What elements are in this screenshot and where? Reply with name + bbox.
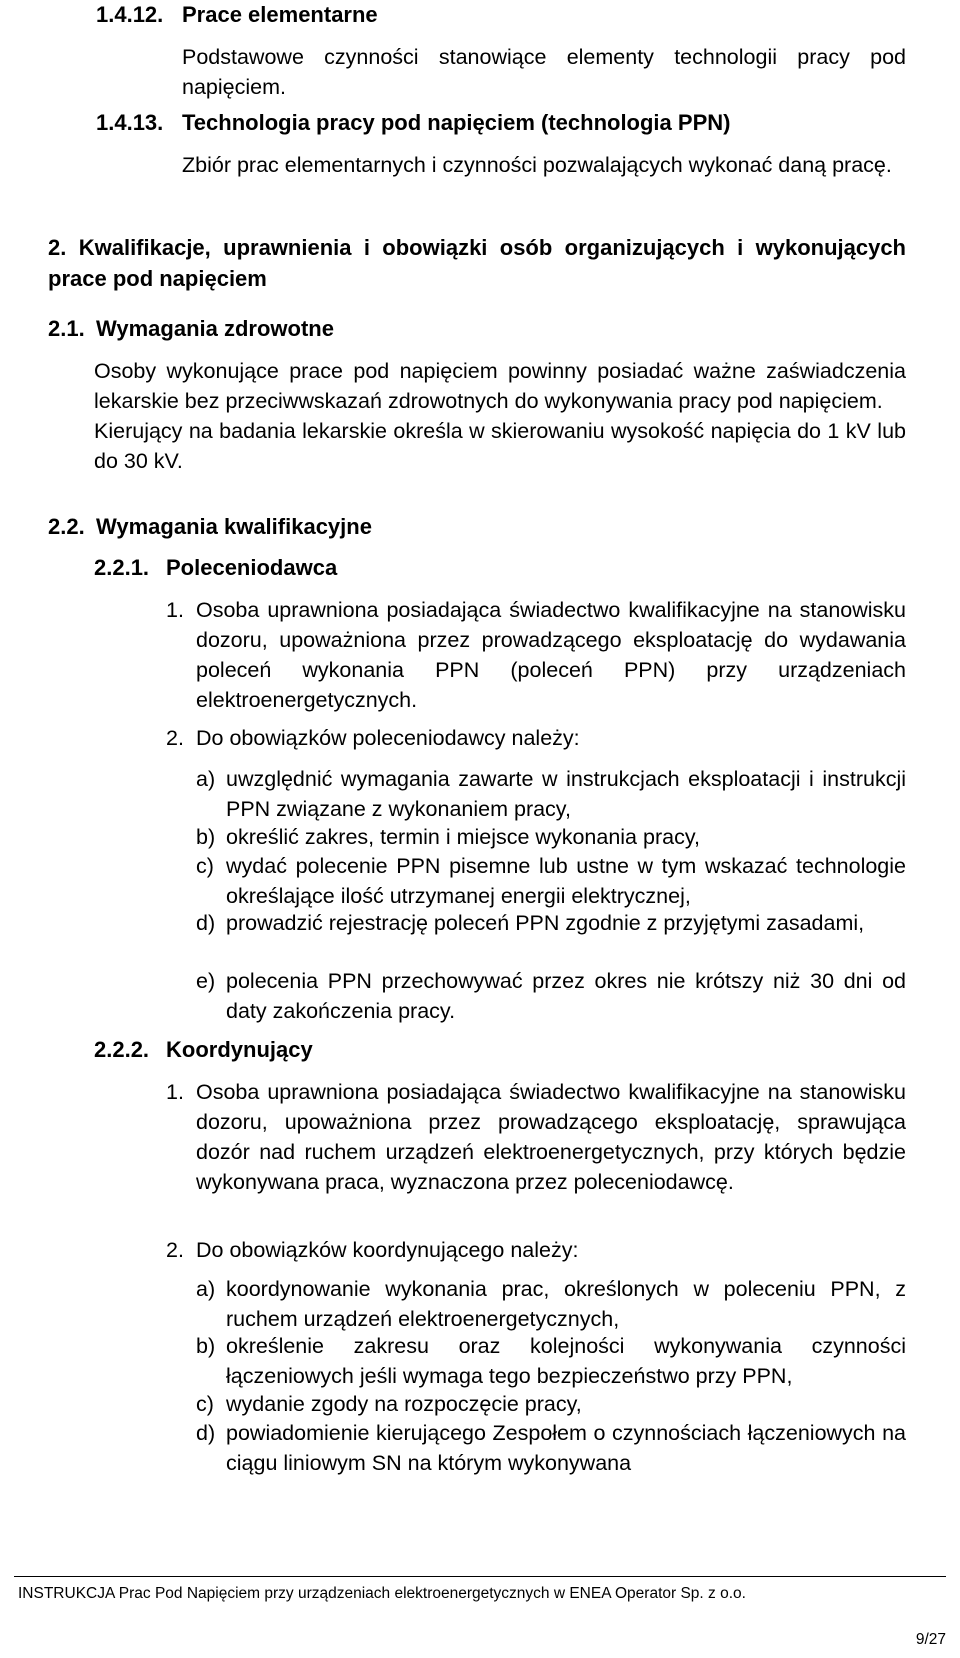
- list-label: a): [196, 1277, 216, 1301]
- paragraph: Kierujący na badania lekarskie określa w skierowaniu wysokość napięcia do 1 kV lub do 30 kV.: [94, 419, 906, 473]
- section-text: Zbiór prac elementarnych i czynności pozwalających wykonać daną pracę.: [182, 153, 892, 177]
- section-title: Wymagania zdrowotne: [96, 316, 334, 341]
- section-2-2-1: [94, 553, 906, 583]
- section-title: Poleceniodawca: [166, 555, 338, 580]
- list-item: [166, 1077, 906, 1197]
- list-item: [166, 723, 906, 753]
- list-text: koordynowanie wykonania prac, określonych w poleceniu PPN, z ruchem urządzeń elektroenergetycznych,: [226, 1277, 906, 1331]
- section-title: Kwalifikacje, uprawnienia i obowiązki osób organizujących i wykonujących prace pod napięciem: [48, 235, 906, 291]
- list-label: d): [196, 911, 216, 935]
- paragraph: Osoby wykonujące prace pod napięciem powinny posiadać ważne zaświadczenia lekarskie bez przeciwwskazań zdrowotnych do wykonywania pracy pod napięciem.: [94, 359, 906, 413]
- sub-list-item: [196, 1418, 906, 1478]
- footer-divider: [14, 1576, 946, 1577]
- sub-list-item: [196, 1389, 906, 1419]
- list-text: Osoba uprawniona posiadająca świadectwo kwalifikacyjne na stanowisku dozoru, upoważniona przez prowadzącego eksploatację, sprawująca dozór nad ruchem urządzeń elektroenergetycznych, przy których będzie wykonywana praca, wyznaczona przez poleceniodawcę.: [196, 1080, 906, 1194]
- list-text: Osoba uprawniona posiadająca świadectwo kwalifikacyjne na stanowisku dozoru, upoważniona przez prowadzącego eksploatację do wydawania poleceń wykonania PPN (poleceń PPN) przy urządzeniach elektroenergetycznych.: [196, 598, 906, 712]
- list-text: prowadzić rejestrację poleceń PPN zgodnie z przyjętymi zasadami,: [226, 911, 865, 935]
- sub-list-item: [196, 822, 906, 852]
- section-number: 2.2.2.: [94, 1037, 150, 1062]
- section-1-4-13: [96, 108, 906, 138]
- section-number: 2.2.1.: [94, 555, 150, 580]
- sub-list-item: [196, 1331, 906, 1391]
- list-item: [166, 1235, 906, 1265]
- list-label: 1.: [166, 1080, 184, 1104]
- list-text: określić zakres, termin i miejsce wykonania pracy,: [226, 825, 700, 849]
- list-text: polecenia PPN przechowywać przez okres nie krótszy niż 30 dni od daty zakończenia pracy.: [226, 969, 906, 1023]
- list-text: wydanie zgody na rozpoczęcie pracy,: [226, 1392, 582, 1416]
- section-number: 1.4.13.: [96, 110, 164, 135]
- list-text: określenie zakresu oraz kolejności wykonywania czynności łączeniowych jeśli wymaga tego bezpieczeństwo przy PPN,: [226, 1334, 906, 1388]
- list-text: wydać polecenie PPN pisemne lub ustne w tym wskazać technologie określające ilość utrzymanej energii elektrycznej,: [226, 854, 906, 908]
- sub-list-item: [196, 764, 906, 824]
- list-label: d): [196, 1421, 216, 1445]
- section-title: Koordynujący: [166, 1037, 313, 1062]
- section-number: 2.: [48, 235, 67, 260]
- section-title: Prace elementarne: [182, 2, 378, 27]
- section-1-4-12: [96, 0, 906, 30]
- sub-list-item: [196, 851, 906, 911]
- section-number: 2.2.: [48, 514, 85, 539]
- list-label: b): [196, 825, 216, 849]
- section-2-2-2: [94, 1035, 906, 1065]
- section-2-1: [48, 314, 906, 344]
- list-label: b): [196, 1334, 216, 1358]
- section-text: Podstawowe czynności stanowiące elementy technologii pracy pod napięciem.: [182, 45, 906, 99]
- list-text: uwzględnić wymagania zawarte w instrukcjach eksploatacji i instrukcji PPN związane z wykonaniem pracy,: [226, 767, 906, 821]
- section-title: Wymagania kwalifikacyjne: [96, 514, 372, 539]
- list-label: c): [196, 854, 214, 878]
- list-text: powiadomienie kierującego Zespołem o czynnościach łączeniowych na ciągu liniowym SN na którym wykonywana: [226, 1421, 906, 1475]
- footer-text: INSTRUKCJA Prac Pod Napięciem przy urządzeniach elektroenergetycznych w ENEA Operator Sp. z o.o.: [18, 1585, 746, 1602]
- list-text: Do obowiązków koordynującego należy:: [196, 1238, 579, 1262]
- sub-list-item: [196, 908, 906, 938]
- sub-list-item: [196, 1274, 906, 1334]
- list-label: 2.: [166, 1238, 184, 1262]
- section-title: Technologia pracy pod napięciem (technologia PPN): [182, 110, 731, 135]
- list-item: [166, 595, 906, 715]
- list-label: a): [196, 767, 216, 791]
- section-2: [48, 232, 906, 294]
- section-number: 1.4.12.: [96, 2, 164, 27]
- section-number: 2.1.: [48, 316, 85, 341]
- list-text: Do obowiązków poleceniodawcy należy:: [196, 726, 580, 750]
- list-label: 1.: [166, 598, 184, 622]
- sub-list-item: [196, 966, 906, 1026]
- section-2-2: [48, 512, 906, 542]
- list-label: e): [196, 969, 216, 993]
- list-label: c): [196, 1392, 214, 1416]
- list-label: 2.: [166, 726, 184, 750]
- page-number: 9/27: [915, 1631, 946, 1648]
